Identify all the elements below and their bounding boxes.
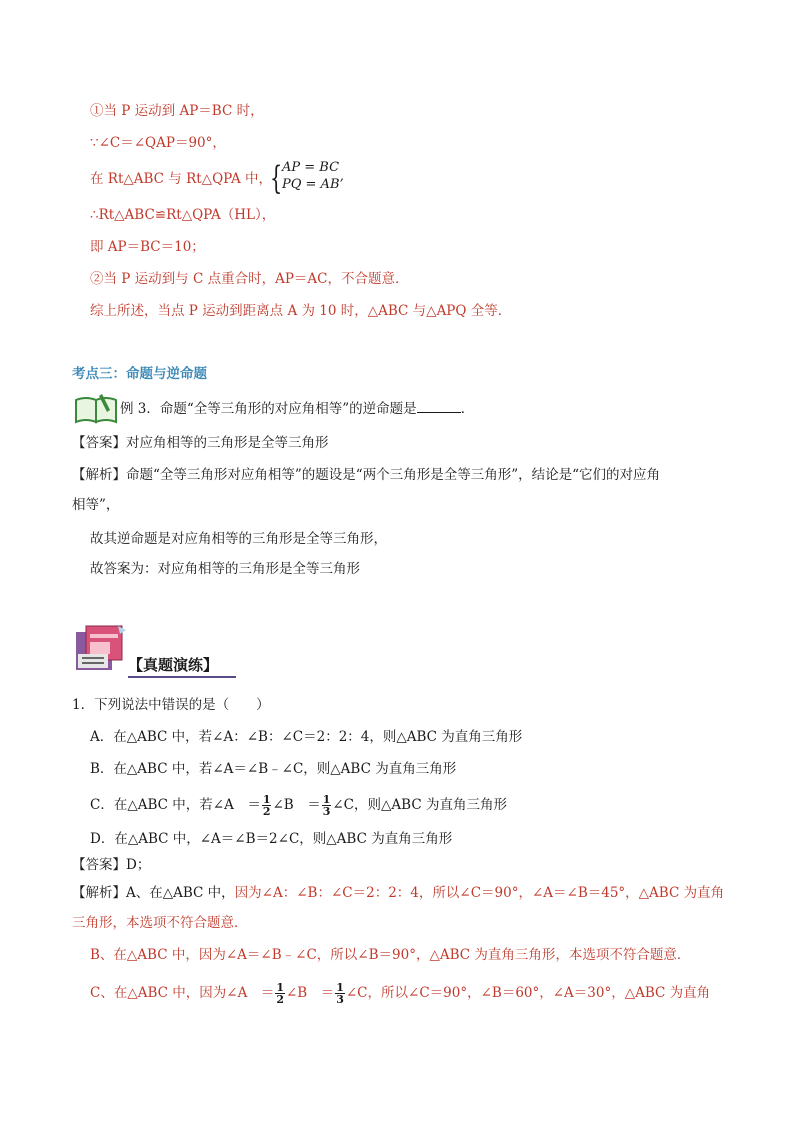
explanation-a xyxy=(72,884,724,902)
explanation-b-text: 因为∠A＝∠B﹣∠C，所以∠B＝90°，△ABC 为直角三角形，本选项不符合题意． xyxy=(198,947,691,963)
analysis-line-4: 故答案为：对应角相等的三角形是全等三角形 xyxy=(90,561,360,577)
therefore-line: ∴Rt△ABC≌Rt△QPA（HL）， xyxy=(90,207,276,223)
practice-answer: 【答案】D； xyxy=(72,857,151,873)
practice-title: 【真题演练】 xyxy=(128,656,219,674)
system-row-2: PQ = AB’ xyxy=(282,177,344,192)
fraction-third xyxy=(335,982,345,1005)
example-end: ． xyxy=(460,401,475,417)
fraction-third xyxy=(322,794,332,817)
explanation-b-label: B、在△ABC 中， xyxy=(90,947,199,963)
option-c xyxy=(90,794,507,817)
frac-num: 1 xyxy=(336,981,344,994)
section-title: 考点三：命题与逆命题 xyxy=(72,366,207,382)
option-c-post: ∠C，则△ABC 为直角三角形 xyxy=(332,797,507,813)
title-underline xyxy=(128,676,236,678)
frac-den: 2 xyxy=(276,993,284,1006)
analysis-line-2: 相等”， xyxy=(72,497,120,513)
answer-blank xyxy=(417,400,461,413)
frac-num: 1 xyxy=(276,981,284,994)
fraction-half xyxy=(262,794,272,817)
explanation-c-post: ∠C，所以∠C＝90°，∠B＝60°，∠A＝30°，△ABC 为直角 xyxy=(345,985,711,1001)
summary-line: 综上所述，当点 P 运动到距离点 A 为 10 时，△ABC 与△APQ 全等． xyxy=(90,303,512,319)
explanation-a-2: 三角形，本选项不符合题意． xyxy=(72,915,248,931)
explanation-c xyxy=(90,982,710,1005)
explanation-b xyxy=(90,946,690,964)
ap-value-line: 即 AP＝BC＝10； xyxy=(90,239,205,255)
example-text: 例 3．命题“全等三角形的对应角相等”的逆命题是 xyxy=(120,401,417,417)
option-d: D．在△ABC 中，∠A＝∠B＝2∠C，则△ABC 为直角三角形 xyxy=(90,831,453,847)
explanation-a-text: 因为∠A：∠B：∠C＝2：2：4，所以∠C＝90°，∠A＝∠B＝45°，△ABC 为直角 xyxy=(234,885,725,901)
option-b: B．在△ABC 中，若∠A＝∠B﹣∠C，则△ABC 为直角三角形 xyxy=(90,761,457,777)
option-c-mid: ∠B ＝ xyxy=(272,797,321,813)
option-a: A．在△ABC 中，若∠A：∠B：∠C＝2：2：4，则△ABC 为直角三角形 xyxy=(90,729,523,745)
practice-icon xyxy=(74,624,130,672)
example-book-icon xyxy=(74,390,118,426)
brace-symbol: { xyxy=(270,159,283,197)
explanation-c-label: C、在△ABC 中， xyxy=(90,985,200,1001)
analysis-line-1: 【解析】命题“全等三角形对应角相等”的题设是“两个三角形是全等三角形”，结论是“它们的对应角 xyxy=(72,467,661,483)
case2-line: ②当 P 运动到与 C 点重合时，AP＝AC，不合题意． xyxy=(90,271,409,287)
because-line: ∵∠C＝∠QAP＝90°， xyxy=(90,135,226,151)
question-1: 1．下列说法中错误的是（ ） xyxy=(72,697,270,713)
case1-line: ①当 P 运动到 AP＝BC 时， xyxy=(90,103,264,119)
frac-den: 3 xyxy=(336,993,344,1006)
example-3 xyxy=(120,400,474,418)
system-row-1: AP = BC xyxy=(282,160,340,175)
frac-num: 1 xyxy=(262,793,271,806)
explanation-c-pre: 因为∠A ＝ xyxy=(199,985,275,1001)
analysis-line-3: 故其逆命题是对应角相等的三角形是全等三角形， xyxy=(90,531,387,547)
in-rt-line: 在 Rt△ABC 与 Rt△QPA 中， xyxy=(90,171,273,187)
explanation-a-label: 【解析】A、在△ABC 中， xyxy=(72,885,235,901)
answer-line: 【答案】对应角相等的三角形是全等三角形 xyxy=(72,435,329,451)
fraction-half xyxy=(275,982,285,1005)
explanation-c-mid: ∠B ＝ xyxy=(285,985,335,1001)
frac-num: 1 xyxy=(322,793,331,806)
frac-den: 3 xyxy=(322,805,331,818)
option-c-pre: C．在△ABC 中，若∠A ＝ xyxy=(90,797,261,813)
frac-den: 2 xyxy=(262,805,271,818)
